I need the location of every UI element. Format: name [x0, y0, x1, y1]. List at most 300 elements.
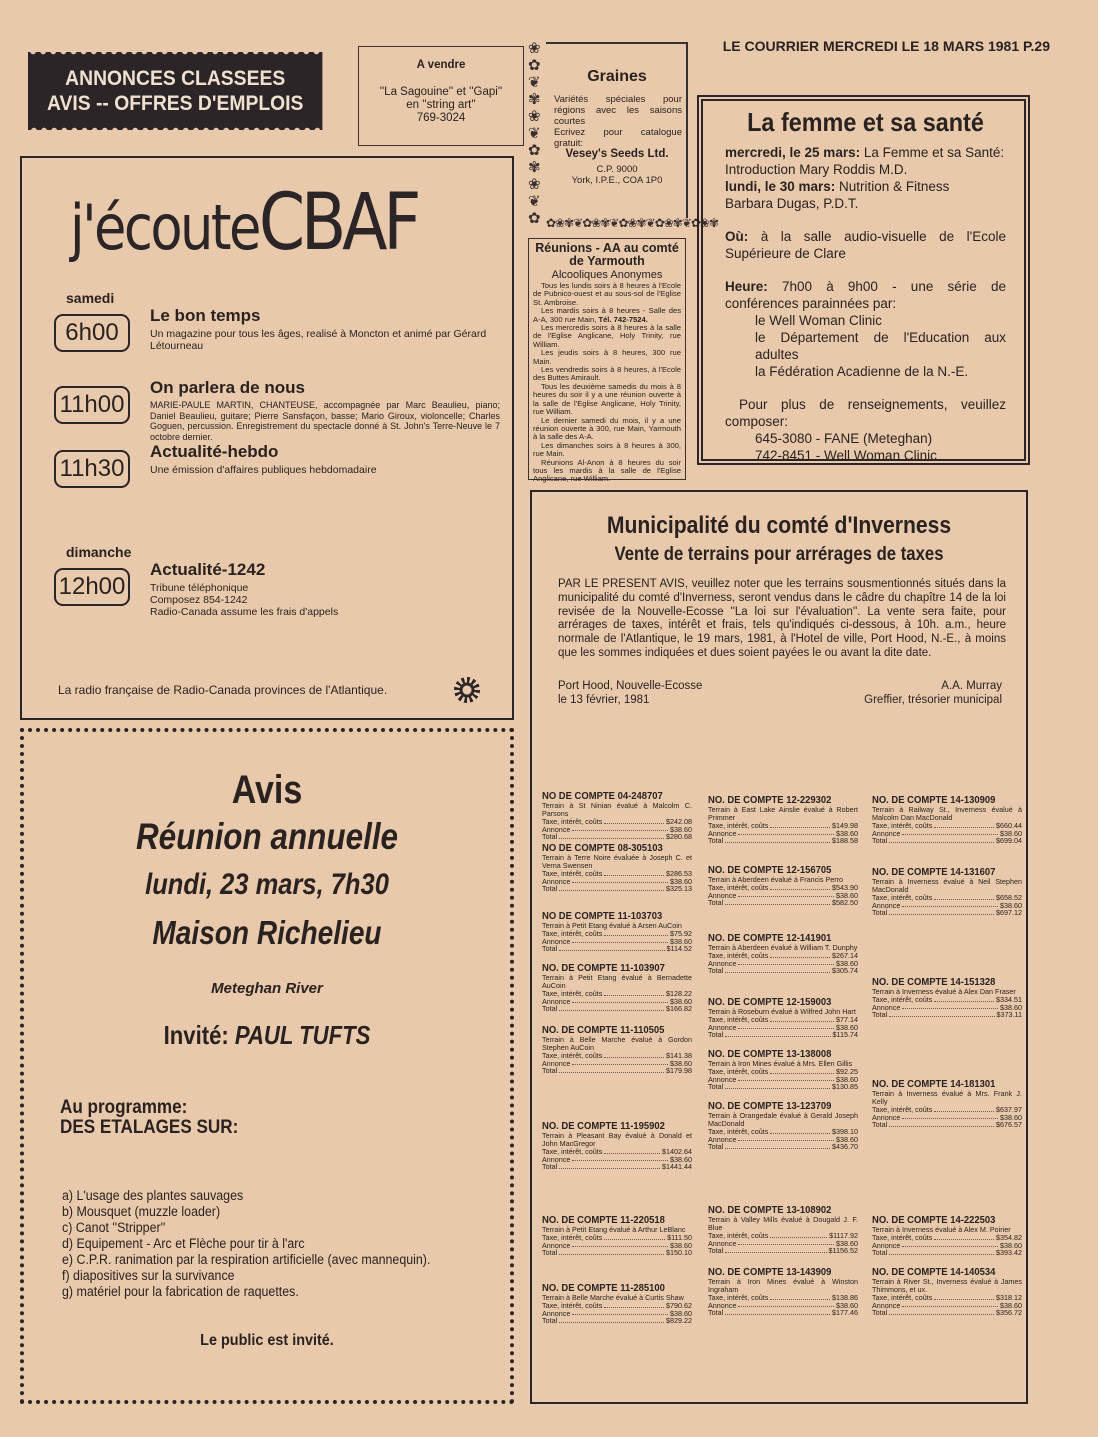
- leader-dots: [572, 938, 668, 944]
- account-desc: Terrain à Pleasant Bay évalué à Donald et John MacGregor: [542, 1131, 692, 1148]
- leader-dots: [725, 1143, 830, 1149]
- row-amount: $114.52: [666, 944, 692, 954]
- account-row-total: [542, 1005, 692, 1013]
- leader-dots: [934, 894, 994, 900]
- program-item: d) Equipement - Arc et Flèche pour tir à l'arc: [62, 1236, 305, 1251]
- row-amount: $38.60: [1000, 900, 1022, 910]
- program-item: b) Mousquet (muzzle loader): [62, 1204, 221, 1219]
- ad-line: en ''string art'': [406, 99, 476, 111]
- leader-dots: [559, 945, 664, 951]
- row-amount: $38.60: [836, 1074, 858, 1084]
- row-amount: $150.10: [666, 1248, 692, 1258]
- account-number: NO. DE COMPTE 11-285100: [542, 1282, 665, 1294]
- leader-dots: [559, 1249, 664, 1255]
- row-label: Total: [708, 1142, 724, 1152]
- notice-signature: [864, 680, 1002, 707]
- meeting-para: Les jeudis soirs à 8 heures, 300 rue Main.: [533, 348, 681, 366]
- ad-graines: [528, 40, 719, 230]
- program-name: Actualité-1242: [150, 560, 266, 579]
- account-entry: [708, 1100, 858, 1151]
- account-number: NO. DE COMPTE 13-143909: [708, 1266, 832, 1278]
- leader-dots: [770, 884, 830, 890]
- row-label: Taxe, intérêt, coûts: [872, 893, 933, 902]
- notice-location: Meteghan River: [211, 980, 323, 997]
- leader-dots: [572, 826, 668, 832]
- row-amount: $38.60: [836, 1300, 858, 1310]
- signer-title: Greffier, trésorier municipal: [864, 693, 1002, 706]
- program-item: a) L'usage des plantes sauvages: [62, 1188, 244, 1203]
- account-desc: Terrain à Inverness évalué à Mrs. Frank J. Kelly: [872, 1089, 1022, 1106]
- row-label: Total: [542, 1066, 558, 1076]
- logo-text: CBAF: [258, 178, 418, 268]
- row-label: Annonce: [542, 1240, 571, 1250]
- leader-dots: [604, 1302, 664, 1308]
- leader-dots: [770, 1128, 830, 1134]
- account-desc: Terrain à Railway St., Inverness évalué à Malcolm Dan MacDonald: [872, 805, 1022, 822]
- account-row-total: [872, 837, 1022, 845]
- account-number: NO DE COMPTE 08-305103: [542, 842, 663, 854]
- meeting-para: Tous les deuxième samedis du mois à 8 heures du soir il y a une réunion ouverte à la salle de l'Eglise Anglicane, Holy Trinity, rue William.: [533, 381, 681, 417]
- meeting-para: Les dimanches soirs à 8 heures à 300, rue Main.: [533, 440, 681, 459]
- row-label: Total: [708, 1030, 724, 1040]
- sponsor: le Département de l'Education aux adultes: [755, 330, 1006, 362]
- row-amount: $38.60: [1000, 1002, 1022, 1012]
- row-amount: $660.44: [996, 821, 1022, 830]
- leader-dots: [902, 1302, 998, 1308]
- cbaf-logo: [70, 178, 417, 268]
- meeting-text: Les mardis soirs à 8 heures - Salle des A-A, 300 rue Main,: [533, 306, 681, 324]
- account-desc: Terrain à River St., Inverness évalué à James Thimmons, et ux.: [872, 1277, 1022, 1294]
- event-line: Introduction Mary Roddis M.D.: [725, 162, 908, 177]
- row-amount: $141.38: [666, 1051, 692, 1060]
- notice-place: Port Hood, Nouvelle-Ecosse: [558, 680, 703, 692]
- row-label: Total: [542, 1162, 558, 1172]
- leader-dots: [902, 1114, 998, 1120]
- notice-body: PAR LE PRESENT AVIS, veuillez noter que les terrains sousmentionnés situés dans la municipalité du comté d'Inverness, seront vendus dans le câdre du chapître 14 de la loi revisée de la Nouvelle-Ecosse ''La loi sur l'évaluation''. La vente sera faite, pour arrérages de taxes, intérêt et frais, tels qu'indiqués ci-dessous, à 10h. a.m., heure normale de l'Atlantique, le 19 mars, 1981, à l'Hotel de ville, Port Hood, N.-E., à moins que les sommes indiquées et dues soient payées le ou avant la dite date.: [558, 578, 1006, 659]
- program-heading-line: Au programme:: [60, 1097, 188, 1118]
- account-row-total: [542, 1163, 692, 1171]
- row-label: Annonce: [542, 876, 571, 886]
- row-amount: $325.13: [666, 884, 692, 894]
- account-row-total: [708, 1083, 858, 1091]
- row-amount: $149.98: [832, 821, 858, 830]
- meeting-para: [533, 307, 681, 324]
- guest-name: PAUL TUFTS: [234, 1020, 371, 1050]
- program-desc: MARIE-PAULE MARTIN, CHANTEUSE, accompagnée par Marc Beaulieu, piano; Daniel Beaulieu, guitare; Pierre Sansfaçon, basse; Mario Giroux, violoncelle; Charles Goguen, percussion. Enregistrement du spectacle donné à St. John's Terre-Neuve le 7 octobre dernier.: [150, 400, 500, 442]
- leader-dots: [725, 1309, 830, 1315]
- account-row-total: [708, 1031, 858, 1039]
- event-date: mercredi, le 25 mars:: [725, 145, 861, 160]
- leader-dots: [889, 1309, 994, 1315]
- row-amount: $373.11: [996, 1010, 1022, 1020]
- row-label: Annonce: [872, 1002, 901, 1012]
- account-number: NO. DE COMPTE 11-220518: [542, 1214, 665, 1226]
- leader-dots: [559, 833, 664, 839]
- meeting-phone: Tél. 742-7524.: [598, 314, 648, 324]
- leader-dots: [604, 990, 664, 996]
- leader-dots: [770, 952, 830, 958]
- account-number: NO. DE COMPTE 11-103907: [542, 962, 665, 974]
- account-row-total: [708, 1143, 858, 1151]
- account-desc: Terrain à Orangedale évalué à Gerald Joseph MacDonald: [708, 1111, 858, 1128]
- row-label: Total: [708, 1246, 724, 1256]
- account-row-total: [872, 1309, 1022, 1317]
- row-amount: $38.60: [836, 1238, 858, 1248]
- leader-dots: [770, 1068, 834, 1074]
- account-number: NO. DE COMPTE 11-195902: [542, 1120, 665, 1132]
- leader-dots: [934, 1234, 994, 1240]
- leader-dots: [738, 892, 834, 898]
- account-desc: Terrain à Iron Mines évalué à Winston Ingraham: [708, 1277, 858, 1294]
- account-desc: Terrain à Aberdeen évalué à William T. Dunphy: [708, 943, 858, 952]
- program-item: f) diapositives sur la survivance: [62, 1268, 235, 1283]
- account-desc: Terrain à Petit Etang évalué à Arsen AuCoin: [542, 921, 682, 930]
- row-amount: $115.74: [832, 1030, 858, 1040]
- account-entry: [542, 790, 692, 841]
- row-label: Total: [542, 884, 558, 894]
- radio-canada-logo-icon: [454, 677, 480, 703]
- leader-dots: [738, 830, 834, 836]
- account-row-total: [872, 1011, 1022, 1019]
- row-label: Taxe, intérêt, coûts: [708, 1015, 769, 1024]
- row-amount: $658.52: [996, 893, 1022, 902]
- leader-dots: [902, 830, 998, 836]
- account-desc: Terrain à East Lake Ainslie évalué à Robert Primmer: [708, 805, 858, 822]
- page-header: LE COURRIER MERCREDI LE 18 MARS 1981 P.29: [722, 38, 1050, 54]
- leader-dots: [725, 1083, 830, 1089]
- row-amount: $393.42: [996, 1248, 1022, 1258]
- account-number: NO. DE COMPTE 13-138008: [708, 1048, 832, 1060]
- row-amount: $38.60: [670, 1240, 692, 1250]
- account-entry: [542, 1024, 692, 1075]
- desc-line: Tribune téléphonique: [150, 582, 249, 594]
- row-label: Annonce: [708, 890, 737, 900]
- row-amount: $676.57: [996, 1120, 1022, 1130]
- leader-dots: [572, 1310, 668, 1316]
- row-amount: $356.72: [996, 1308, 1022, 1318]
- account-entry: [872, 976, 1022, 1019]
- leader-dots: [725, 1031, 830, 1037]
- leader-dots: [725, 899, 830, 905]
- account-entry: [708, 1204, 858, 1255]
- account-entry: [708, 864, 858, 907]
- row-label: Total: [708, 836, 724, 846]
- account-row-total: [542, 1317, 692, 1325]
- row-amount: $38.60: [670, 824, 692, 834]
- leader-dots: [572, 1156, 668, 1162]
- row-label: Annonce: [708, 1238, 737, 1248]
- day-label: dimanche: [66, 544, 132, 560]
- leader-dots: [738, 1302, 834, 1308]
- row-label: Taxe, intérêt, coûts: [708, 951, 769, 960]
- account-entry: [708, 1266, 858, 1317]
- account-row-total: [542, 945, 692, 953]
- phone-line: 742-8451 - Well Woman Clinic: [755, 448, 937, 463]
- leader-dots: [604, 1052, 664, 1058]
- account-entry: [708, 794, 858, 845]
- row-label: Taxe, intérêt, coûts: [542, 817, 603, 826]
- program-item: e) C.P.R. ranimation par la respiration artificielle (avec mannequin).: [62, 1252, 431, 1267]
- row-label: Total: [708, 966, 724, 976]
- notice-date: lundi, 23 mars, 7h30: [145, 868, 389, 901]
- section-banner: [28, 52, 322, 130]
- account-number: NO. DE COMPTE 11-110505: [542, 1024, 665, 1036]
- account-desc: Terrain à Belle Marche évalué à Gordon Stephen AuCoin: [542, 1035, 692, 1052]
- account-desc: Terrain à Iron Mines évalué à Mrs. Ellen Gillis: [708, 1059, 853, 1068]
- row-label: Annonce: [542, 996, 571, 1006]
- account-entry: [872, 794, 1022, 845]
- row-amount: $38.60: [836, 1134, 858, 1144]
- leader-dots: [572, 878, 668, 884]
- row-label: Total: [708, 898, 724, 908]
- account-desc: Terrain à Inverness évalué à Neil Stephen MacDonald: [872, 877, 1022, 894]
- row-amount: $699.04: [996, 836, 1022, 846]
- info-line: Pour plus de renseignements, veuillez composer:: [725, 397, 1006, 429]
- row-label: Annonce: [708, 1300, 737, 1310]
- closing-line: Le public est invité.: [200, 1332, 334, 1349]
- program-desc: Une émission d'affaires publiques hebdomadaire: [150, 464, 377, 476]
- row-label: Annonce: [542, 936, 571, 946]
- row-amount: $334.51: [996, 995, 1022, 1004]
- row-label: Annonce: [708, 828, 737, 838]
- row-label: Taxe, intérêt, coûts: [872, 1293, 933, 1302]
- program-heading-line: DES ETALAGES SUR:: [60, 1117, 239, 1138]
- row-amount: $38.60: [670, 996, 692, 1006]
- program-heading: [60, 1098, 238, 1138]
- leader-dots: [572, 1060, 668, 1066]
- row-amount: $543.90: [832, 883, 858, 892]
- row-amount: $38.60: [1000, 828, 1022, 838]
- row-label: Annonce: [542, 1058, 571, 1068]
- leader-dots: [738, 960, 834, 966]
- account-number: NO. DE COMPTE 14-151328: [872, 976, 996, 988]
- day-label: samedi: [66, 290, 115, 306]
- leader-dots: [934, 1106, 994, 1112]
- notice-title: Municipalité du comté d'Inverness: [606, 512, 952, 539]
- ad-phone: 769-3024: [416, 112, 466, 124]
- row-amount: $1117.92: [829, 1231, 858, 1240]
- row-amount: $38.60: [670, 1154, 692, 1164]
- leader-dots: [738, 1076, 834, 1082]
- row-amount: $286.53: [666, 869, 692, 878]
- location-line: [725, 228, 1006, 262]
- program-name: Le bon temps: [150, 306, 261, 325]
- desc-line: Composez 854-1242: [150, 594, 248, 606]
- leader-dots: [725, 967, 830, 973]
- notice-subtitle: Réunion annuelle: [135, 816, 399, 857]
- account-desc: Terrain à Belle Marche évalué à Curtis Shaw: [542, 1293, 684, 1302]
- row-amount: $188.58: [832, 836, 858, 846]
- phone-line: 645-3080 - FANE (Meteghan): [755, 431, 933, 446]
- notice-date: le 13 février, 1981: [558, 693, 650, 706]
- account-row-total: [542, 1067, 692, 1075]
- row-label: Taxe, intérêt, coûts: [542, 929, 603, 938]
- row-label: Taxe, intérêt, coûts: [872, 1233, 933, 1242]
- row-amount: $38.60: [670, 1058, 692, 1068]
- row-amount: $38.60: [836, 1022, 858, 1032]
- row-amount: $38.60: [1000, 1112, 1022, 1122]
- row-amount: $267.14: [832, 951, 858, 960]
- leader-dots: [934, 996, 994, 1002]
- account-entry: [872, 866, 1022, 917]
- row-label: Total: [542, 1316, 558, 1326]
- logo-text: j'écoute: [70, 191, 259, 264]
- leader-dots: [604, 1148, 660, 1154]
- guest-label: Invité:: [163, 1020, 235, 1050]
- account-row-total: [708, 899, 858, 907]
- leader-dots: [738, 1240, 834, 1246]
- row-label: Taxe, intérêt, coûts: [542, 1147, 603, 1156]
- event-line: [725, 144, 1006, 161]
- row-amount: $38.60: [836, 828, 858, 838]
- row-label: Taxe, intérêt, coûts: [542, 1233, 603, 1242]
- row-amount: $436.70: [832, 1142, 858, 1152]
- ad-cbaf-radio: [20, 156, 514, 720]
- row-amount: $130.85: [832, 1082, 858, 1092]
- ad-company: Vesey's Seeds Ltd.: [565, 148, 669, 160]
- ad-body-text: Ecrivez pour catalogue gratuit:: [554, 127, 682, 149]
- account-desc: Terrain à Valley Mills évalué à Dougald J. F. Blue: [708, 1215, 858, 1232]
- row-amount: $38.60: [836, 958, 858, 968]
- program-time: 11h30: [54, 450, 130, 488]
- ad-aa-meetings: [528, 238, 686, 484]
- row-label: Annonce: [542, 824, 571, 834]
- banner-line-2: AVIS -- OFFRES D'EMPLOIS: [46, 92, 304, 115]
- ad-body: [554, 94, 682, 149]
- program-time: 6h00: [54, 314, 130, 352]
- row-label: Taxe, intérêt, coûts: [708, 821, 769, 830]
- account-entry: [542, 910, 692, 953]
- row-label: Annonce: [872, 828, 901, 838]
- ad-title: A vendre: [416, 59, 466, 71]
- row-label: Taxe, intérêt, coûts: [872, 1105, 933, 1114]
- row-amount: $305.74: [832, 966, 858, 976]
- row-amount: $398.10: [832, 1127, 858, 1136]
- row-amount: $38.60: [670, 1308, 692, 1318]
- program-time: 12h00: [54, 568, 130, 606]
- leader-dots: [902, 1242, 998, 1248]
- account-entry: [708, 1048, 858, 1091]
- leader-dots: [725, 837, 830, 843]
- row-label: Taxe, intérêt, coûts: [708, 1067, 769, 1076]
- account-number: NO. DE COMPTE 13-108902: [708, 1204, 832, 1216]
- row-amount: $38.60: [670, 936, 692, 946]
- leader-dots: [604, 818, 664, 824]
- ad-line: ''La Sagouine'' et ''Gapi'': [379, 86, 503, 98]
- account-row-total: [872, 909, 1022, 917]
- event-text: La Femme et sa Santé:: [860, 145, 1005, 160]
- program-list: [62, 1188, 430, 1300]
- leader-dots: [889, 1249, 994, 1255]
- program-desc: Un magazine pour tous les âges, realisé à Moncton et animé par Gérard Létourneau: [150, 328, 487, 352]
- account-row-total: [542, 1249, 692, 1257]
- row-label: Annonce: [708, 1074, 737, 1084]
- account-number: NO. DE COMPTE 14-181301: [872, 1078, 996, 1090]
- row-label: Annonce: [542, 1308, 571, 1318]
- row-label: Total: [872, 1010, 888, 1020]
- meeting-para: Les vendredis soirs à 8 heures, à l'Ecole des Buttes Amirault.: [533, 365, 681, 383]
- leader-dots: [889, 837, 994, 843]
- account-row-total: [872, 1121, 1022, 1129]
- row-amount: $179.98: [666, 1066, 692, 1076]
- row-label: Annonce: [708, 958, 737, 968]
- row-label: Taxe, intérêt, coûts: [542, 869, 603, 878]
- address-line: C.P. 9000: [596, 164, 638, 175]
- sponsor: la Fédération Acadienne de la N.-E.: [755, 364, 969, 379]
- row-amount: $92.25: [836, 1067, 858, 1076]
- event-line: Barbara Dugas, P.D.T.: [725, 196, 859, 211]
- leader-dots: [559, 1317, 664, 1323]
- leader-dots: [902, 902, 998, 908]
- account-desc: Terrain à Inverness évalué à Alex M. Poirier: [872, 1225, 1011, 1234]
- leader-dots: [770, 1294, 830, 1300]
- account-number: NO. DE COMPTE 12-156705: [708, 864, 832, 876]
- row-label: Total: [542, 1004, 558, 1014]
- leader-dots: [604, 1234, 665, 1240]
- account-number: NO. DE COMPTE 12-159003: [708, 996, 832, 1008]
- meeting-para: Les mercredis soirs à 8 heures à la salle de l'Eglise Anglicane, Holy Trinity, rue William.: [533, 323, 681, 349]
- program-item: g) matériel pour la fabrication de raquettes.: [62, 1284, 299, 1299]
- meeting-para: Réunions Al-Anon à 8 heures du soir tous les mardis à la salle de l'Eglise Anglicane, rue William.: [533, 457, 681, 484]
- row-amount: $38.60: [1000, 1300, 1022, 1310]
- row-amount: $1441.44: [662, 1162, 692, 1172]
- ad-femme-sante: [697, 95, 1030, 465]
- time-text: 7h00 à 9h00 - une série de conférences parainnées par:: [725, 279, 1006, 311]
- leader-dots: [770, 1016, 834, 1022]
- leader-dots: [889, 909, 994, 915]
- row-label: Annonce: [872, 1112, 901, 1122]
- banner-line-1: ANNONCES CLASSEES: [65, 67, 286, 90]
- event-line: [725, 178, 1006, 195]
- program-time: 11h00: [54, 386, 130, 424]
- leader-dots: [934, 1294, 994, 1300]
- account-number: NO. DE COMPTE 14-140534: [872, 1266, 996, 1278]
- program-name: Actualité-hebdo: [150, 442, 279, 461]
- location-label: Où:: [725, 229, 749, 244]
- account-desc: Terrain à Petit Etang évalué à Arthur LeBlanc: [542, 1225, 686, 1234]
- event-date: lundi, le 30 mars:: [725, 179, 836, 194]
- row-label: Total: [872, 908, 888, 918]
- account-entry: [542, 842, 692, 893]
- row-label: Taxe, intérêt, coûts: [708, 883, 769, 892]
- row-label: Total: [708, 1082, 724, 1092]
- account-number: NO. DE COMPTE 13-123709: [708, 1100, 832, 1112]
- account-entry: [708, 932, 858, 975]
- signer-name: A.A. Murray: [941, 680, 1002, 692]
- row-amount: $354.82: [996, 1233, 1022, 1242]
- account-row-total: [708, 967, 858, 975]
- row-amount: $177.46: [832, 1308, 858, 1318]
- row-label: Annonce: [872, 900, 901, 910]
- row-label: Total: [872, 836, 888, 846]
- leader-dots: [934, 822, 994, 828]
- row-amount: $75.92: [670, 929, 692, 938]
- row-amount: $1156.52: [828, 1246, 858, 1256]
- row-label: Total: [708, 1308, 724, 1318]
- account-row-total: [708, 1309, 858, 1317]
- row-label: Annonce: [872, 1240, 901, 1250]
- address-line: York, I.P.E., COA 1P0: [571, 175, 663, 186]
- notice-guest: [60, 1020, 473, 1051]
- row-label: Annonce: [708, 1134, 737, 1144]
- row-amount: $790.62: [666, 1301, 692, 1310]
- account-entry: [708, 996, 858, 1039]
- row-label: Taxe, intérêt, coûts: [542, 1051, 603, 1060]
- row-amount: $38.60: [1000, 1240, 1022, 1250]
- row-label: Taxe, intérêt, coûts: [542, 989, 603, 998]
- leader-dots: [738, 1136, 834, 1142]
- leader-dots: [770, 1232, 827, 1238]
